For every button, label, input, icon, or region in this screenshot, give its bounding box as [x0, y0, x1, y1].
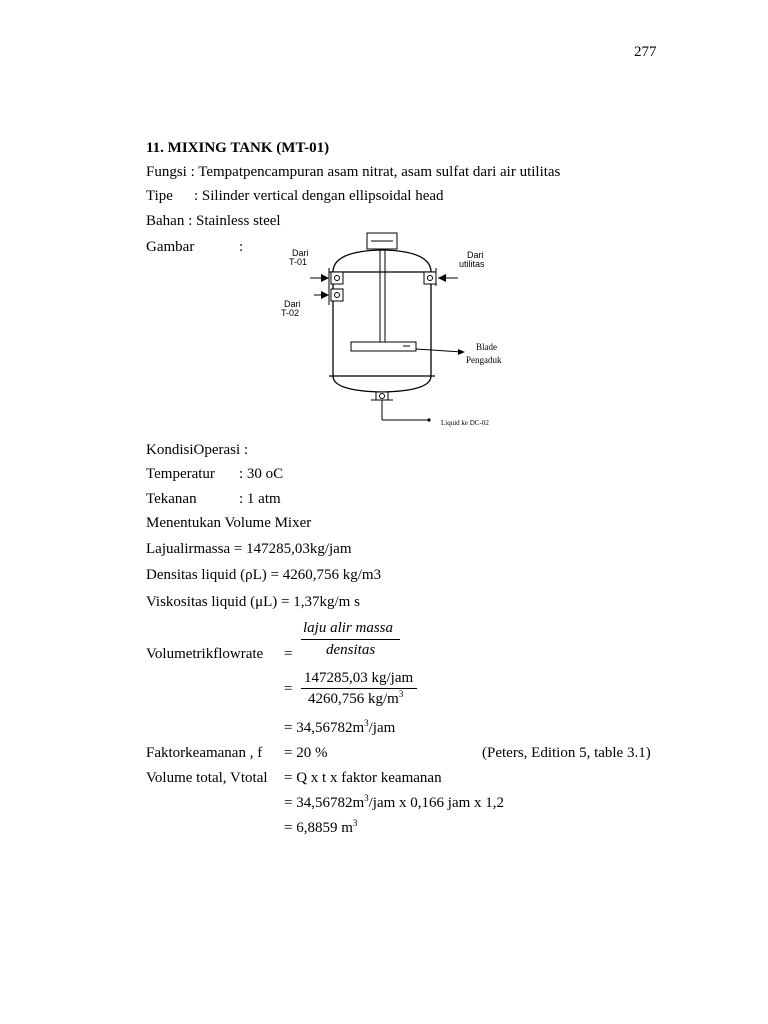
fraction1-denominator: densitas	[326, 642, 376, 658]
tipe-label: Tipe	[146, 188, 173, 204]
tipe-value: : Silinder vertical dengan ellipsoidal head	[194, 188, 444, 204]
gambar-colon: :	[239, 239, 244, 255]
nozzle-t02	[331, 289, 343, 301]
result-q-value: = 34,56782m	[284, 720, 365, 736]
vtotal-formula: = Q x t x faktor keamanan	[284, 770, 442, 786]
label-liquid-out: Liquid ke DC-02	[441, 419, 489, 427]
temperatur-label: Temperatur	[146, 466, 215, 482]
vtotal-sub-rest: /jam x 0,166 jam x 1,2	[368, 795, 505, 811]
label-dari-t02-a: Dari	[284, 299, 301, 309]
vtotal-sub-exponent: 3	[364, 793, 369, 803]
page-number: 277	[634, 44, 657, 60]
vtotal-result-exponent: 3	[352, 818, 358, 828]
vtotal-result-value: = 6,8859 m	[284, 820, 353, 836]
equals-sign-2: =	[284, 681, 293, 697]
result-q-exponent: 3	[364, 718, 369, 728]
vtotal-substitution	[284, 794, 504, 812]
fraction2-denominator-text: 4260,756 kg/m	[308, 691, 399, 707]
fungsi-line: Fungsi : Tempatpencampuran asam nitrat, asam sulfat dari air utilitas	[146, 164, 561, 180]
temperatur-value: : 30 oC	[239, 466, 284, 482]
volumetric-result	[284, 719, 395, 737]
faktor-reference: (Peters, Edition 5, table 3.1)	[482, 745, 651, 761]
viskositas-line: Viskositas liquid (μL) = 1,37kg/m s	[146, 594, 360, 610]
equals-sign-1: =	[284, 646, 293, 662]
faktor-value: = 20 %	[284, 745, 328, 761]
result-q-unit: /jam	[368, 720, 396, 736]
tekanan-value: : 1 atm	[239, 491, 281, 507]
mixing-tank-diagram	[270, 228, 530, 434]
bottom-head	[333, 376, 431, 392]
vtotal-sub-value: = 34,56782m	[284, 795, 365, 811]
fraction2-numerator: 147285,03 kg/jam	[304, 670, 414, 686]
kondisi-heading: KondisiOperasi :	[146, 442, 249, 458]
section-title: 11. MIXING TANK (MT-01)	[146, 140, 330, 156]
densitas-line: Densitas liquid (ρL) = 4260,756 kg/m3	[146, 567, 382, 583]
vtotal-result	[284, 819, 357, 837]
label-dari-t01-a: Dari	[292, 248, 309, 258]
vtotal-label: Volume total, Vtotal	[146, 770, 268, 786]
nozzle-utilitas	[424, 272, 436, 284]
fraction2-exponent: 3	[398, 689, 404, 699]
label-dari-utilitas-b: utilitas	[459, 259, 485, 269]
fraction1-bar	[301, 639, 400, 640]
fraction1-numerator: laju alir massa	[303, 620, 394, 636]
label-dari-utilitas-a: Dari	[467, 250, 484, 260]
tekanan-label: Tekanan	[146, 491, 197, 507]
gambar-label: Gambar	[146, 239, 195, 255]
faktor-label: Faktorkeamanan , f	[146, 745, 263, 761]
label-dari-t02-b: T-02	[281, 308, 300, 318]
fraction2-denominator	[308, 690, 403, 708]
label-blade-a: Blade	[476, 342, 497, 352]
label-blade-b: Pengaduk	[466, 355, 502, 365]
agitator-shaft	[380, 249, 385, 348]
bahan-line: Bahan : Stainless steel	[146, 213, 281, 229]
menentukan-heading: Menentukan Volume Mixer	[146, 515, 312, 531]
label-dari-t01-b: T-01	[289, 257, 308, 267]
nozzle-t01	[331, 272, 343, 284]
volumetric-flowrate-label: Volumetrikflowrate	[146, 646, 264, 662]
laju-line: Lajualirmassa = 147285,03kg/jam	[146, 541, 352, 557]
